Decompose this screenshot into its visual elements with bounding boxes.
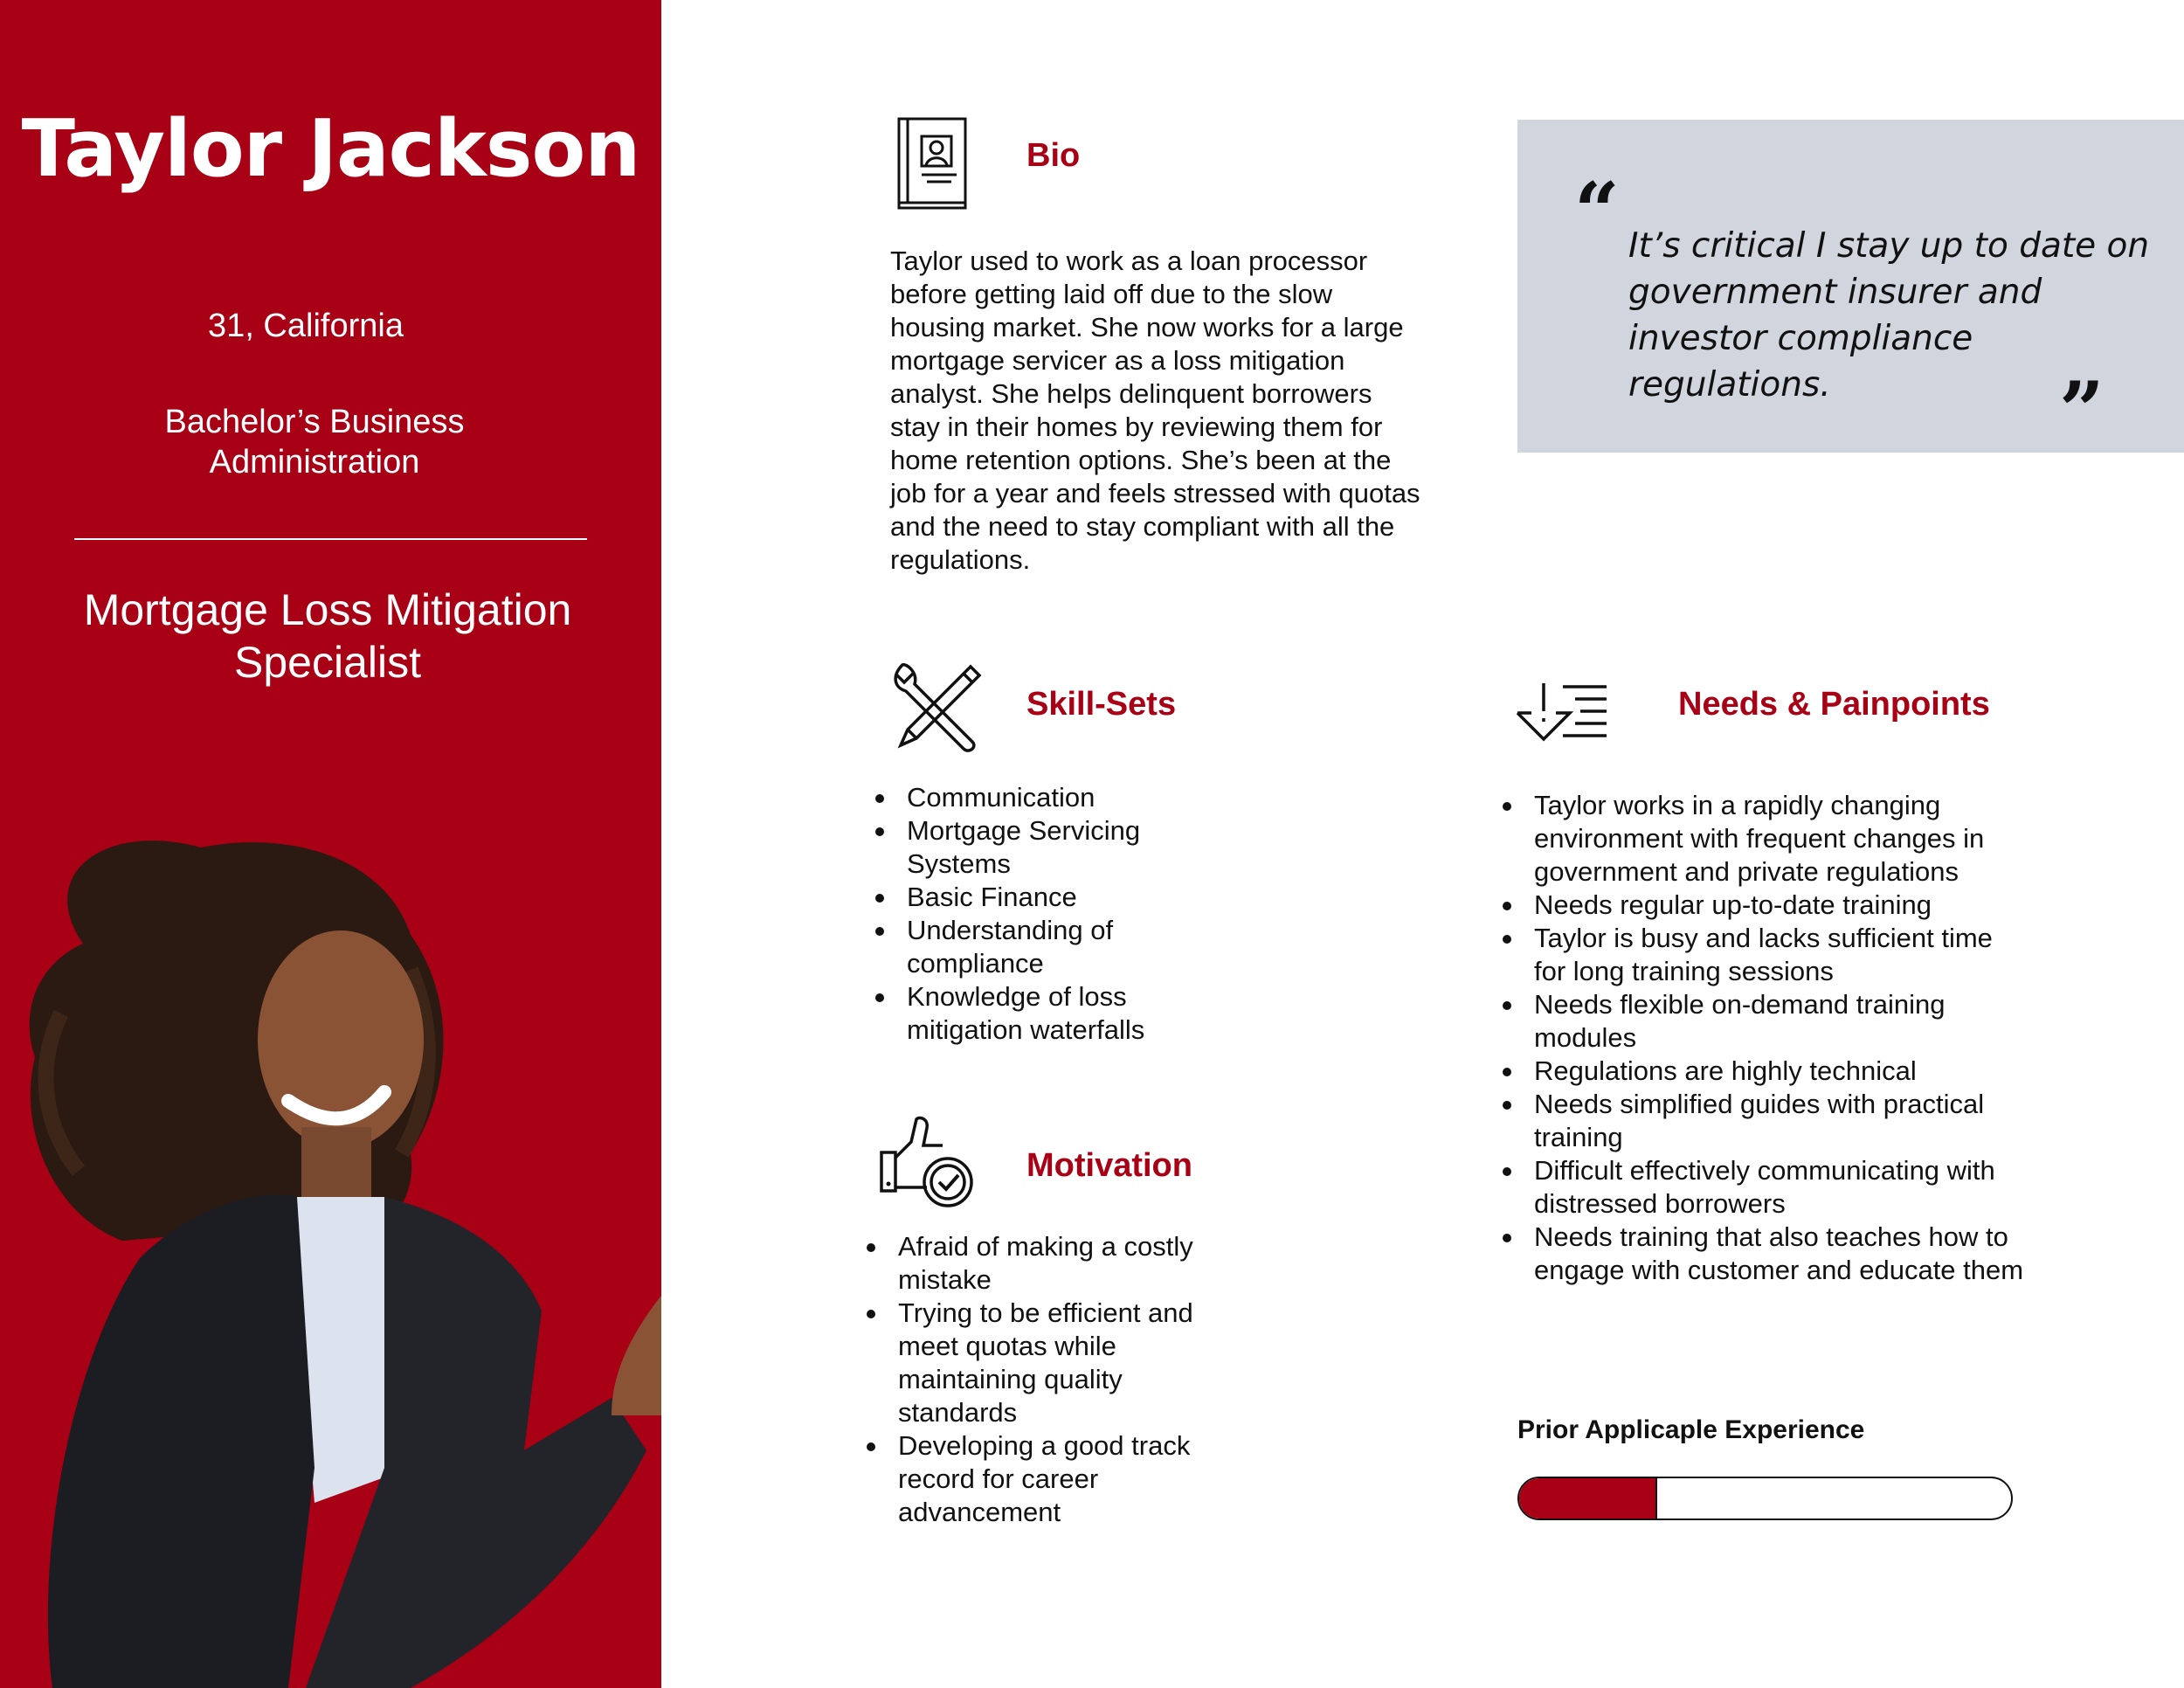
list-item: Needs simplified guides with practical training <box>1501 1088 2025 1154</box>
list-item: Difficult effectively communicating with distressed borrowers <box>1501 1154 2025 1221</box>
motivation-title: Motivation <box>1026 1147 1192 1184</box>
skills-list <box>874 781 1188 1047</box>
list-item: Taylor works in a rapidly changing environment with frequent changes in government and private regulations <box>1501 789 2025 889</box>
quote-close-mark: ” <box>2059 364 2105 457</box>
motivation-list <box>865 1230 1214 1529</box>
experience-label: Prior Applicaple Experience <box>1517 1415 1865 1444</box>
list-item: Knowledge of loss mitigation waterfalls <box>874 980 1188 1047</box>
list-item: Developing a good track record for career advancement <box>865 1429 1214 1529</box>
quote-open-mark: “ <box>1574 165 1620 258</box>
list-item: Understanding of compliance <box>874 914 1188 980</box>
list-item: Taylor is busy and lacks sufficient time for long training sessions <box>1501 922 2025 988</box>
list-item: Needs training that also teaches how to engage with customer and educate them <box>1501 1221 2025 1287</box>
quote-box <box>1517 120 2184 457</box>
profile-book-icon <box>895 117 969 211</box>
bio-title: Bio <box>1026 137 1081 174</box>
skills-title: Skill-Sets <box>1026 686 1177 723</box>
list-item: Communication <box>874 781 1188 814</box>
list-item: Basic Finance <box>874 881 1188 914</box>
download-list-icon <box>1514 681 1610 744</box>
persona-name: Taylor Jackson <box>21 103 640 195</box>
experience-progress-bar <box>1517 1477 2013 1520</box>
wrench-pencil-icon <box>890 660 986 756</box>
list-item: Needs flexible on-demand training modules <box>1501 988 2025 1055</box>
list-item: Trying to be efficient and meet quotas while maintaining quality standards <box>865 1297 1214 1429</box>
list-item: Afraid of making a costly mistake <box>865 1230 1214 1297</box>
list-item: Needs regular up-to-date training <box>1501 889 2025 922</box>
profile-sidebar <box>0 0 661 1688</box>
persona-role: Mortgage Loss Mitigation Specialist <box>83 585 572 687</box>
quote-text: It’s critical I stay up to date on government insurer and investor compliance regulations. <box>1628 226 2150 405</box>
persona-education: Bachelor’s Business Administration <box>164 404 465 481</box>
needs-title: Needs & Painpoints <box>1678 686 1990 723</box>
experience-progress-fill <box>1519 1478 1657 1519</box>
needs-list <box>1501 789 2025 1287</box>
list-item: Mortgage Servicing Systems <box>874 814 1188 881</box>
list-item: Regulations are highly technical <box>1501 1055 2025 1088</box>
thumbs-up-check-icon <box>880 1114 976 1210</box>
bio-text: Taylor used to work as a loan processor before getting laid off due to the slow housing market. She now works for a large mortgage servicer as a loss mitigation analyst. She helps delinquent borrowers stay in their homes by reviewing them for home retention options. She’s been at the job for a year and feels stressed with quotas and the need to stay compliant with all the regulations. <box>890 246 1420 575</box>
persona-photo <box>0 839 661 1688</box>
sidebar-divider <box>74 538 587 540</box>
persona-age-location: 31, California <box>208 308 404 344</box>
